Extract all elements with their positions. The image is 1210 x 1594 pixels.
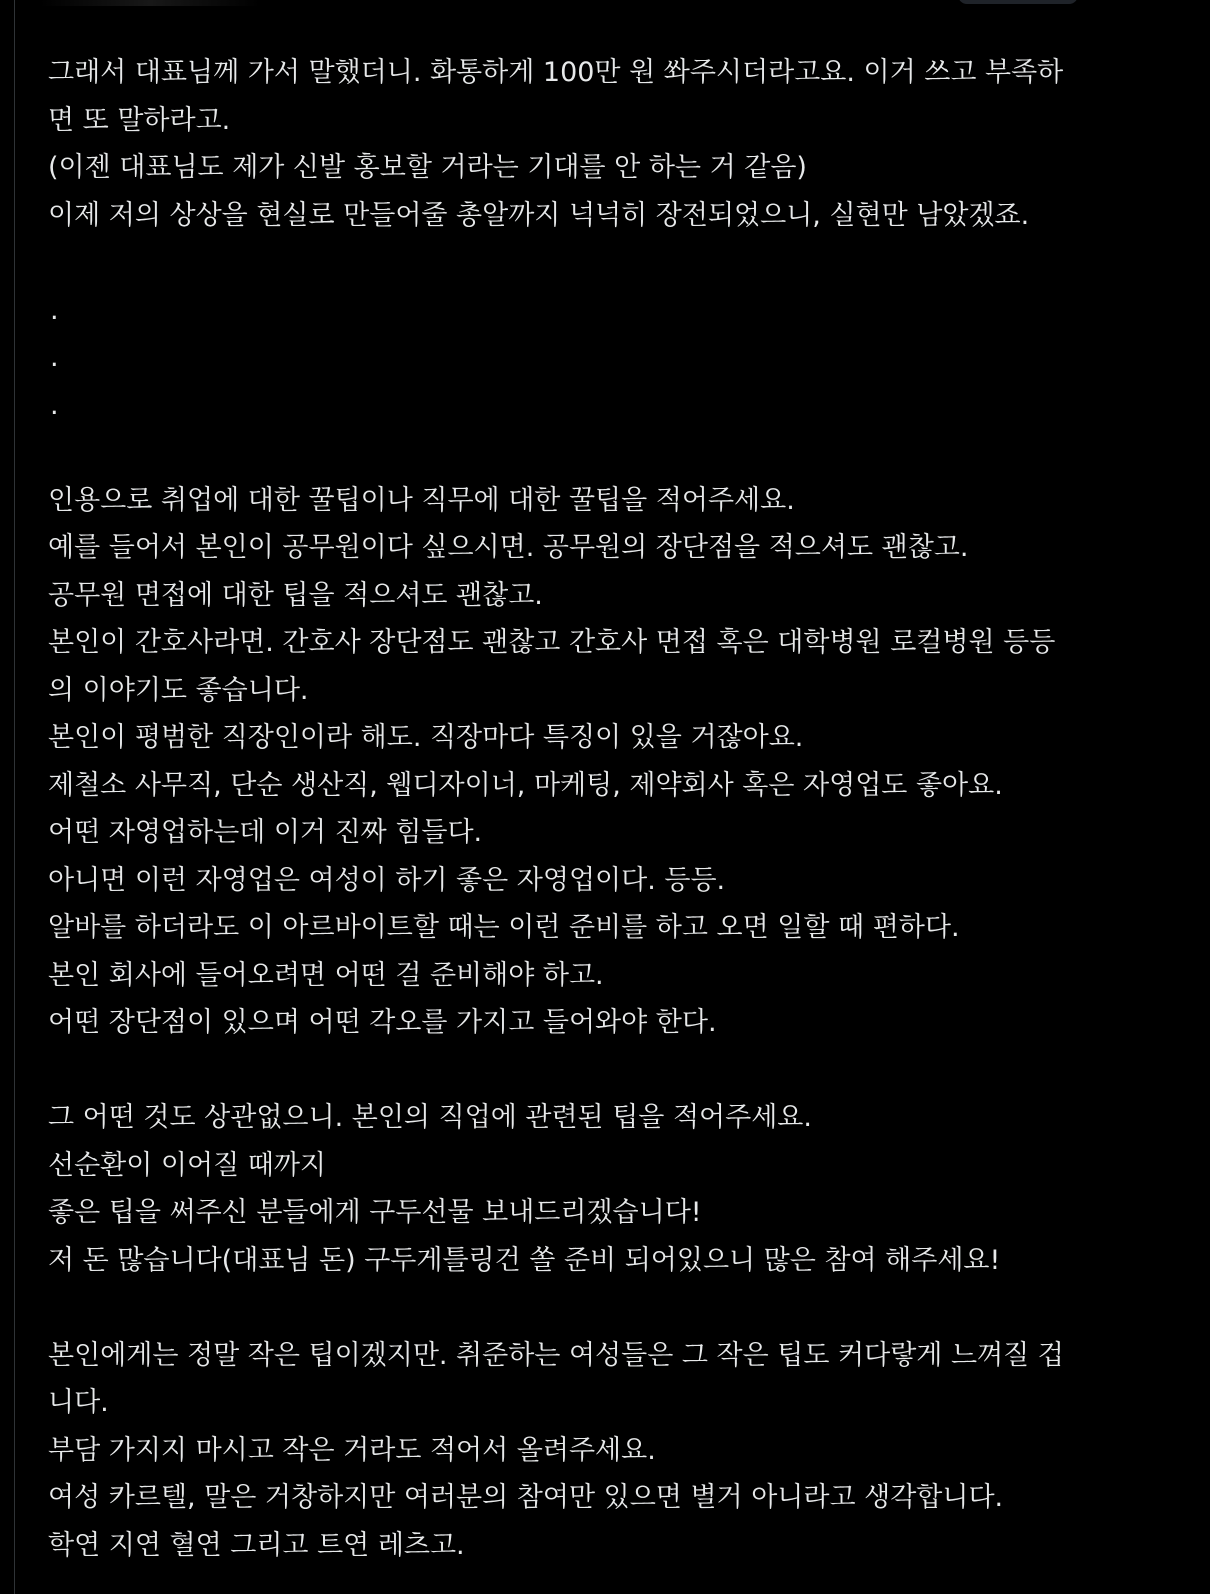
- post-line: 이제 저의 상상을 현실로 만들어줄 총알까지 넉넉히 장전되었으니, 실현만 남았겠죠.: [48, 199, 1030, 231]
- post-line: 예를 들어서 본인이 공무원이다 싶으시면. 공무원의 장단점을 적으셔도 괜찮고.: [48, 532, 969, 563]
- post-body-text: [48, 49, 1173, 1569]
- post-line: 인용으로 취업에 대한 꿀팁이나 직무에 대한 꿀팁을 적어주세요.: [48, 484, 795, 516]
- dot-line: .: [50, 389, 59, 421]
- post-line: 본인 회사에 들어오려면 어떤 걸 준비해야 하고.: [48, 959, 604, 991]
- post-line: 그 어떤 것도 상관없으니. 본인의 직업에 관련된 팁을 적어주세요.: [48, 1102, 812, 1133]
- dot-line: .: [50, 342, 59, 373]
- top-button-edge[interactable]: [958, 0, 1078, 4]
- post-line: 니다.: [48, 1387, 109, 1418]
- post-line: 본인에게는 정말 작은 팁이겠지만. 취준하는 여성들은 그 작은 팁도 커다랗게 느껴질 겁: [48, 1339, 1064, 1371]
- post-line: 부담 가지지 마시고 작은 거라도 적어서 올려주세요.: [48, 1434, 656, 1466]
- post-line: 공무원 면접에 대한 팁을 적으셔도 괜찮고.: [48, 579, 543, 611]
- post-line: 제철소 사무직, 단순 생산직, 웹디자이너, 마케팅, 제약회사 혹은 자영업도 좋아요.: [48, 769, 1003, 801]
- post-line: 면 또 말하라고.: [48, 104, 231, 136]
- post-line: 어떤 자영업하는데 이거 진짜 힘들다.: [48, 817, 483, 848]
- top-fade: [40, 0, 260, 6]
- post-line: 본인이 간호사라면. 간호사 장단점도 괜찮고 간호사 면접 혹은 대학병원 로컬병원 등등: [48, 627, 1056, 658]
- post-line: 학연 지연 혈연 그리고 트연 레츠고.: [48, 1529, 465, 1561]
- dot-line: .: [50, 294, 59, 326]
- post-line: 여성 카르텔, 말은 거창하지만 여러분의 참여만 있으면 별거 아니라고 생각합니다.: [48, 1482, 1004, 1513]
- post-line: 저 돈 많습니다(대표님 돈) 구두게틀링건 쏠 준비 되어있으니 많은 참여 해주세요!: [48, 1244, 1001, 1276]
- post-line: 아니면 이런 자영업은 여성이 하기 좋은 자영업이다. 등등.: [48, 864, 726, 896]
- post-line: 어떤 장단점이 있으며 어떤 각오를 가지고 들어와야 한다.: [48, 1007, 717, 1038]
- post-line: (이젠 대표님도 제가 신발 홍보할 거라는 기대를 안 하는 거 같음): [48, 152, 807, 183]
- post-line: 선순환이 이어질 때까지: [48, 1149, 326, 1181]
- blank-line: [48, 429, 1173, 477]
- post-line: 알바를 하더라도 이 아르바이트할 때는 이런 준비를 하고 오면 일할 때 편하다.: [48, 912, 960, 943]
- blank-line: [48, 239, 1173, 287]
- thread-divider: [14, 0, 15, 1594]
- blank-line: [48, 1284, 1173, 1332]
- post-line: 본인이 평범한 직장인이라 해도. 직장마다 특징이 있을 거잖아요.: [48, 722, 804, 753]
- post-line: 그래서 대표님께 가서 말했더니. 화통하게 100만 원 쏴주시더라고요. 이거 쓰고 부족하: [48, 57, 1064, 88]
- post-line: 의 이야기도 좋습니다.: [48, 674, 309, 706]
- blank-line: [48, 1047, 1173, 1095]
- post-line: 좋은 팁을 써주신 분들에게 구두선물 보내드리겠습니다!: [48, 1197, 702, 1228]
